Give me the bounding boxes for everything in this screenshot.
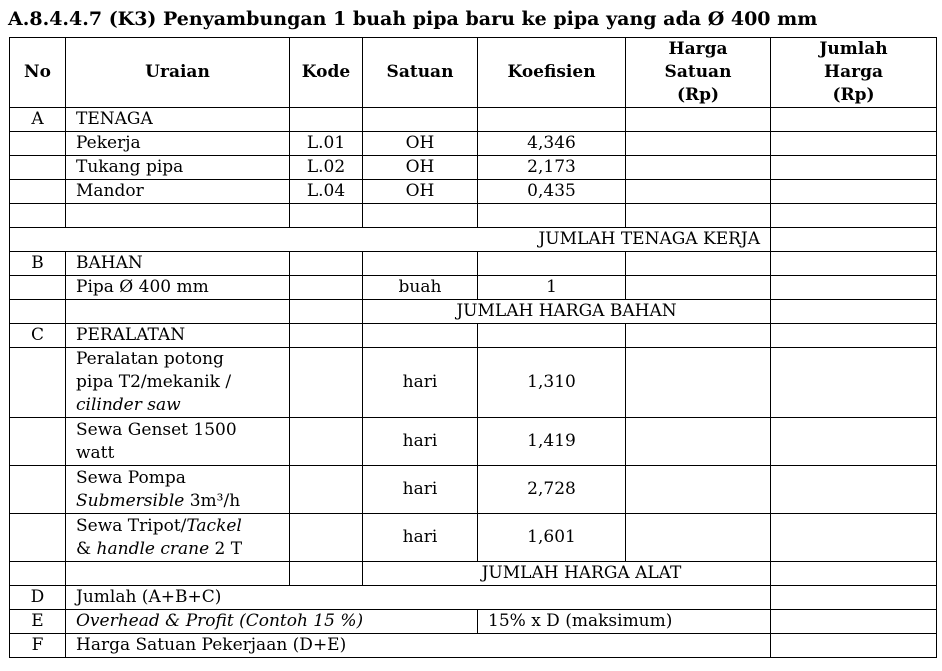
item-koefisien: 2,173 bbox=[478, 156, 626, 180]
item-uraian: Sewa Tripot/Tackel & handle crane 2 T bbox=[66, 514, 290, 562]
header-uraian: Uraian bbox=[66, 38, 290, 108]
row-label: Harga Satuan Pekerjaan (D+E) bbox=[66, 634, 771, 658]
item-uraian: Peralatan potong pipa T2/mekanik / cilinder saw bbox=[66, 348, 290, 418]
table-row bbox=[10, 418, 937, 466]
total-row-alat bbox=[10, 562, 937, 586]
section-no: B bbox=[10, 252, 66, 276]
item-satuan: hari bbox=[363, 418, 478, 466]
row-label: Overhead & Profit (Contoh 15 %) bbox=[66, 610, 478, 634]
header-kode: Kode bbox=[290, 38, 363, 108]
section-no: C bbox=[10, 324, 66, 348]
table-header-row bbox=[10, 38, 937, 108]
total-row-tenaga bbox=[10, 228, 937, 252]
item-koefisien: 2,728 bbox=[478, 466, 626, 514]
item-uraian: Sewa Genset 1500 watt bbox=[66, 418, 290, 466]
item-uraian: Pipa Ø 400 mm bbox=[66, 276, 290, 300]
row-value: 15% x D (maksimum) bbox=[478, 610, 771, 634]
section-no: D bbox=[10, 586, 66, 610]
item-koefisien: 0,435 bbox=[478, 180, 626, 204]
table-row bbox=[10, 348, 937, 418]
item-koefisien: 1 bbox=[478, 276, 626, 300]
section-title: TENAGA bbox=[66, 108, 290, 132]
total-row-bahan bbox=[10, 300, 937, 324]
section-no: E bbox=[10, 610, 66, 634]
table-row bbox=[10, 466, 937, 514]
table-row bbox=[10, 276, 937, 300]
section-no: A bbox=[10, 108, 66, 132]
table-row bbox=[10, 180, 937, 204]
header-no: No bbox=[10, 38, 66, 108]
section-b-row bbox=[10, 252, 937, 276]
row-e bbox=[10, 610, 937, 634]
header-koefisien: Koefisien bbox=[478, 38, 626, 108]
item-satuan: hari bbox=[363, 348, 478, 418]
item-satuan: buah bbox=[363, 276, 478, 300]
item-koefisien: 1,310 bbox=[478, 348, 626, 418]
table-row bbox=[10, 156, 937, 180]
ahsp-table bbox=[9, 37, 937, 658]
total-label: JUMLAH HARGA BAHAN bbox=[363, 300, 771, 324]
item-satuan: hari bbox=[363, 514, 478, 562]
item-kode bbox=[290, 276, 363, 300]
total-label: JUMLAH TENAGA KERJA bbox=[10, 228, 771, 252]
item-satuan: OH bbox=[363, 132, 478, 156]
table-row bbox=[10, 514, 937, 562]
item-uraian: Sewa Pompa Submersible 3m³/h bbox=[66, 466, 290, 514]
page-title: A.8.4.4.7 (K3) Penyambungan 1 buah pipa baru ke pipa yang ada Ø 400 mm bbox=[8, 8, 818, 30]
item-uraian: Pekerja bbox=[66, 132, 290, 156]
section-a-row bbox=[10, 108, 937, 132]
item-satuan: OH bbox=[363, 156, 478, 180]
item-koefisien: 4,346 bbox=[478, 132, 626, 156]
row-f bbox=[10, 634, 937, 658]
header-jumlah-harga: Jumlah Harga (Rp) bbox=[771, 38, 937, 108]
row-label: Jumlah (A+B+C) bbox=[66, 586, 771, 610]
item-koefisien: 1,601 bbox=[478, 514, 626, 562]
item-uraian: Mandor bbox=[66, 180, 290, 204]
section-title: PERALATAN bbox=[66, 324, 290, 348]
header-satuan: Satuan bbox=[363, 38, 478, 108]
section-c-row bbox=[10, 324, 937, 348]
table-row bbox=[10, 132, 937, 156]
item-kode: L.01 bbox=[290, 132, 363, 156]
item-kode: L.04 bbox=[290, 180, 363, 204]
empty-row bbox=[10, 204, 937, 228]
row-d bbox=[10, 586, 937, 610]
item-kode: L.02 bbox=[290, 156, 363, 180]
item-uraian: Tukang pipa bbox=[66, 156, 290, 180]
header-harga-satuan: Harga Satuan (Rp) bbox=[626, 38, 771, 108]
item-koefisien: 1,419 bbox=[478, 418, 626, 466]
item-satuan: hari bbox=[363, 466, 478, 514]
section-title: BAHAN bbox=[66, 252, 290, 276]
item-satuan: OH bbox=[363, 180, 478, 204]
total-label: JUMLAH HARGA ALAT bbox=[363, 562, 771, 586]
section-no: F bbox=[10, 634, 66, 658]
